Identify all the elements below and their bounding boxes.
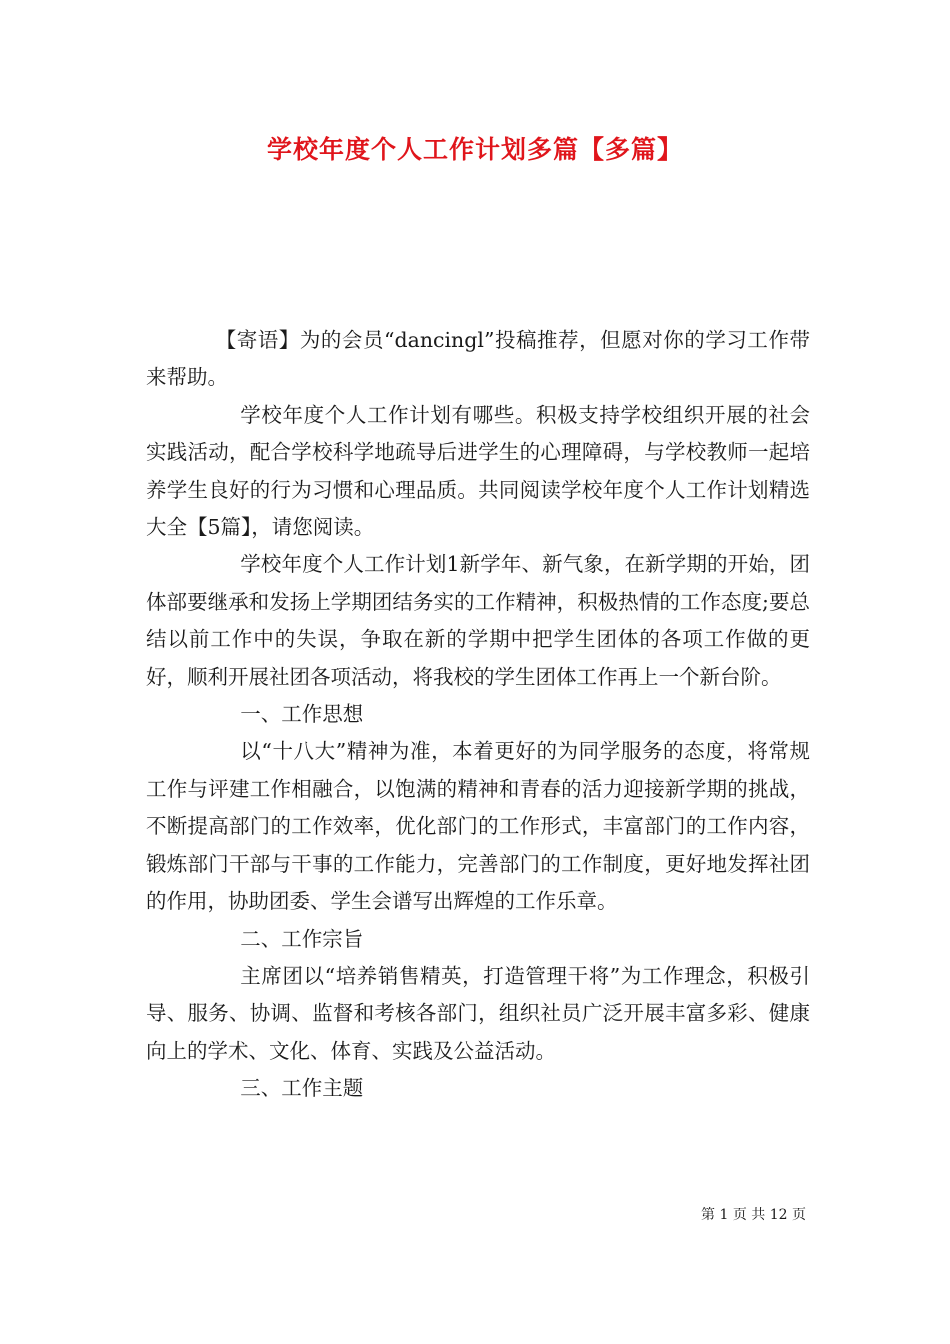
paragraph-plan-1: 学校年度个人工作计划1新学年、新气象，在新学期的开始，团体部要继承和发扬上学期团结务实的工作精神，积极热情的工作态度;要总结以前工作中的失误，争取在新的学期中把学生团体的各项工作做的更好，顺利开展社团各项活动，将我校的学生团体工作再上一个新台阶。 <box>146 552 810 689</box>
paragraph-work-thought: 以“十八大”精神为准，本着更好的为同学服务的态度，将常规工作与评建工作相融合，以饱满的精神和青春的活力迎接新学期的挑战，不断提高部门的工作效率，优化部门的工作形式，丰富部门的工作内容，锻炼部门干部与干事的工作能力，完善部门的工作制度，更好地发挥社团的作用，协助团委、学生会谱写出辉煌的工作乐章。 <box>146 739 810 914</box>
paragraph-foreword: 【寄语】为的会员“dancingl”投稿推荐，但愿对你的学习工作带来帮助。 <box>146 328 810 390</box>
paragraph-intro: 学校年度个人工作计划有哪些。积极支持学校组织开展的社会实践活动，配合学校科学地疏导后进学生的心理障碍，与学校教师一起培养学生良好的行为习惯和心理品质。共同阅读学校年度个人工作计划精选大全【5篇】，请您阅读。 <box>146 402 810 540</box>
document-body <box>146 322 810 1108</box>
section-heading-work-thought: 一、工作思想 <box>240 702 364 727</box>
page-number: 第 1 页 共 12 页 <box>701 1207 806 1223</box>
document-title: 学校年度个人工作计划多篇【多篇】 <box>266 135 683 164</box>
paragraph-work-purpose: 主席团以“培养销售精英，打造管理干将”为工作理念，积极引导、服务、协调、监督和考核各部门，组织社员广泛开展丰富多彩、健康向上的学术、文化、体育、实践及公益活动。 <box>146 963 810 1063</box>
section-heading-work-theme: 三、工作主题 <box>240 1076 364 1101</box>
section-heading-work-purpose: 二、工作宗旨 <box>240 926 364 951</box>
